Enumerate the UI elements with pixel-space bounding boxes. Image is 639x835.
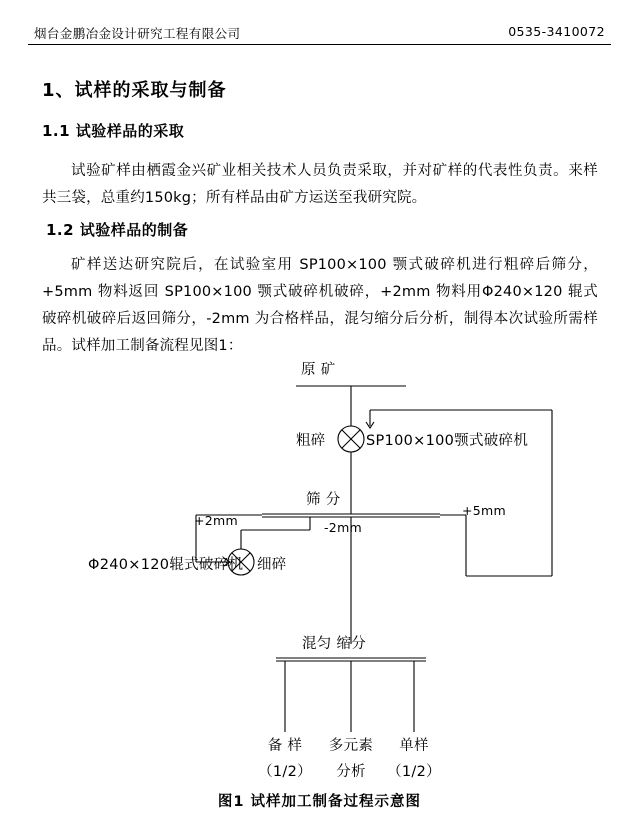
diagram-label-plus-5mm: +5mm: [462, 503, 506, 518]
diagram-output-3-line-2: （1/2）: [387, 764, 441, 780]
diagram-label-fine-crush: 细碎: [257, 557, 287, 573]
diagram-label-jaw-crusher: SP100×100颚式破碎机: [366, 433, 529, 449]
diagram-label-screening: 筛 分: [306, 492, 341, 508]
diagram-label-plus-2mm: +2mm: [194, 513, 238, 528]
process-flow-diagram: [0, 348, 639, 808]
diagram-label-coarse-crush: 粗碎: [296, 433, 326, 449]
diagram-label-minus-2mm: -2mm: [324, 520, 363, 535]
figure-caption: 图1 试样加工制备过程示意图: [217, 794, 422, 810]
diagram-output-1-line-1: 备 样: [267, 738, 303, 754]
diagram-label-mix-split: 混匀 缩分: [302, 636, 367, 652]
subsection-heading-1-1: 1.1 试验样品的采取: [42, 122, 185, 140]
header-company-name: 烟台金鹏冶金设计研究工程有限公司: [34, 26, 241, 41]
diagram-output-3-line-1: 单样: [399, 738, 429, 754]
subsection-heading-1-2: 1.2 试验样品的制备: [46, 221, 189, 239]
page-header: [28, 22, 611, 45]
diagram-output-1-line-2: （1/2）: [258, 764, 312, 780]
paragraph-2: 矿样送达研究院后，在试验室用 SP100×100 颚式破碎机进行粗碎后筛分，+5mm 物料返回 SP100×100 颚式破碎机破碎，+2mm 物料用Φ240×120 辊式破碎机破碎后返回筛分，-2mm 为合格样品，混匀缩分后分析，制得本次试验所需样品。试样加工制备流程见图1：: [42, 257, 598, 354]
section-heading-1: 1、试样的采取与制备: [42, 80, 227, 101]
diagram-output-2-line-2: 分析: [336, 764, 366, 780]
diagram-output-2-line-1: 多元素: [328, 738, 374, 754]
diagram-label-roll-crusher: Φ240×120辊式破碎机: [88, 557, 244, 573]
header-phone-number: 0535-3410072: [508, 24, 605, 39]
paragraph-1: 试验矿样由栖霞金兴矿业相关技术人员负责采取，并对矿样的代表性负责。来样共三袋，总重约150kg；所有样品由矿方运送至我研究院。: [42, 163, 598, 206]
diagram-label-ore: 原 矿: [301, 362, 336, 378]
